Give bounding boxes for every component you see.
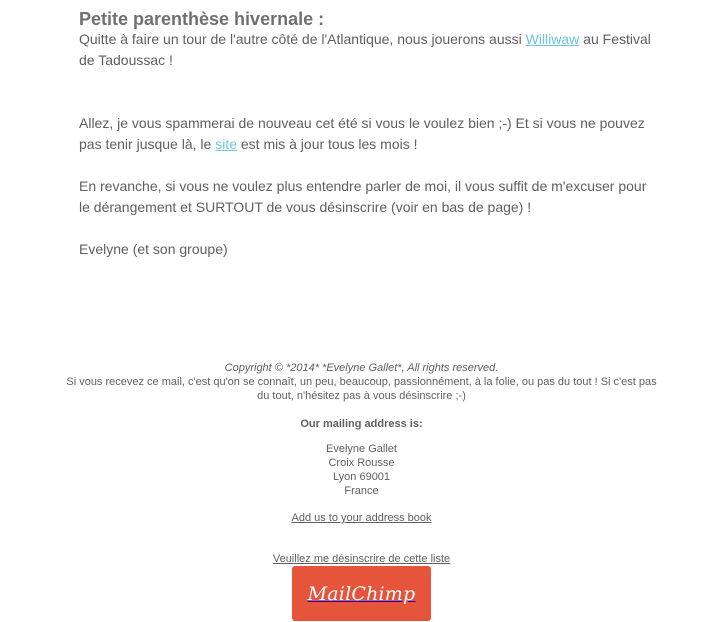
section-heading: Petite parenthèse hivernale :	[79, 9, 325, 29]
email-body	[79, 0, 659, 260]
subscription-notice: Si vous recevez ce mail, c'est qu'on se connaît, un peu, beaucoup, passionnément, à la folie, ou pas du tout ! Si c'est pas du tout, n'hésitez pas à vous désinscrire ;-)	[66, 376, 657, 402]
mailchimp-badge[interactable]	[292, 566, 431, 621]
copyright-italic: Copyright © *2014* *Evelyne Gallet*, All rights reserved.	[224, 362, 499, 374]
paragraph-text: est mis à jour tous les mois !	[237, 136, 418, 152]
williwaw-link[interactable]: Williwaw	[525, 31, 580, 47]
paragraph-unsubscribe-note: En revanche, si vous ne voulez plus entendre parler de moi, il vous suffit de m'excuser pour le dérangement et SURTOUT de vous désinscrire (voir en bas de page) !	[79, 178, 647, 215]
paragraph-text: au Festival de Tadoussac !	[79, 31, 651, 68]
address-city: Lyon 69001	[332, 471, 391, 483]
mailchimp-logo-text: MailChimp	[307, 582, 416, 605]
paragraph-summer	[79, 113, 659, 155]
site-link[interactable]: site	[215, 136, 237, 152]
add-to-address-book-link[interactable]: Add us to your address book	[291, 512, 432, 524]
unsubscribe-link[interactable]: Veuillez me désinscrire de cette liste	[272, 553, 451, 565]
address-district: Croix Rousse	[328, 457, 395, 469]
add-address-book-row	[60, 511, 663, 525]
email-footer	[60, 361, 663, 566]
copyright-text	[60, 361, 663, 375]
paragraph-tadoussac	[79, 29, 659, 71]
unsubscribe-row	[60, 552, 663, 566]
paragraph-text: Quitte à faire un tour de l'autre côté de l'Atlantique, nous jouerons aussi	[79, 31, 526, 47]
mailing-address-title: Our mailing address is:	[300, 418, 423, 430]
address-name: Evelyne Gallet	[326, 443, 397, 455]
address-country: France	[344, 485, 379, 497]
paragraph-text: Allez, je vous spammerai de nouveau cet été si vous le voulez bien ;-) Et si vous ne pouvez pas tenir jusque là, le	[79, 115, 645, 152]
signature: Evelyne (et son groupe)	[79, 241, 228, 257]
